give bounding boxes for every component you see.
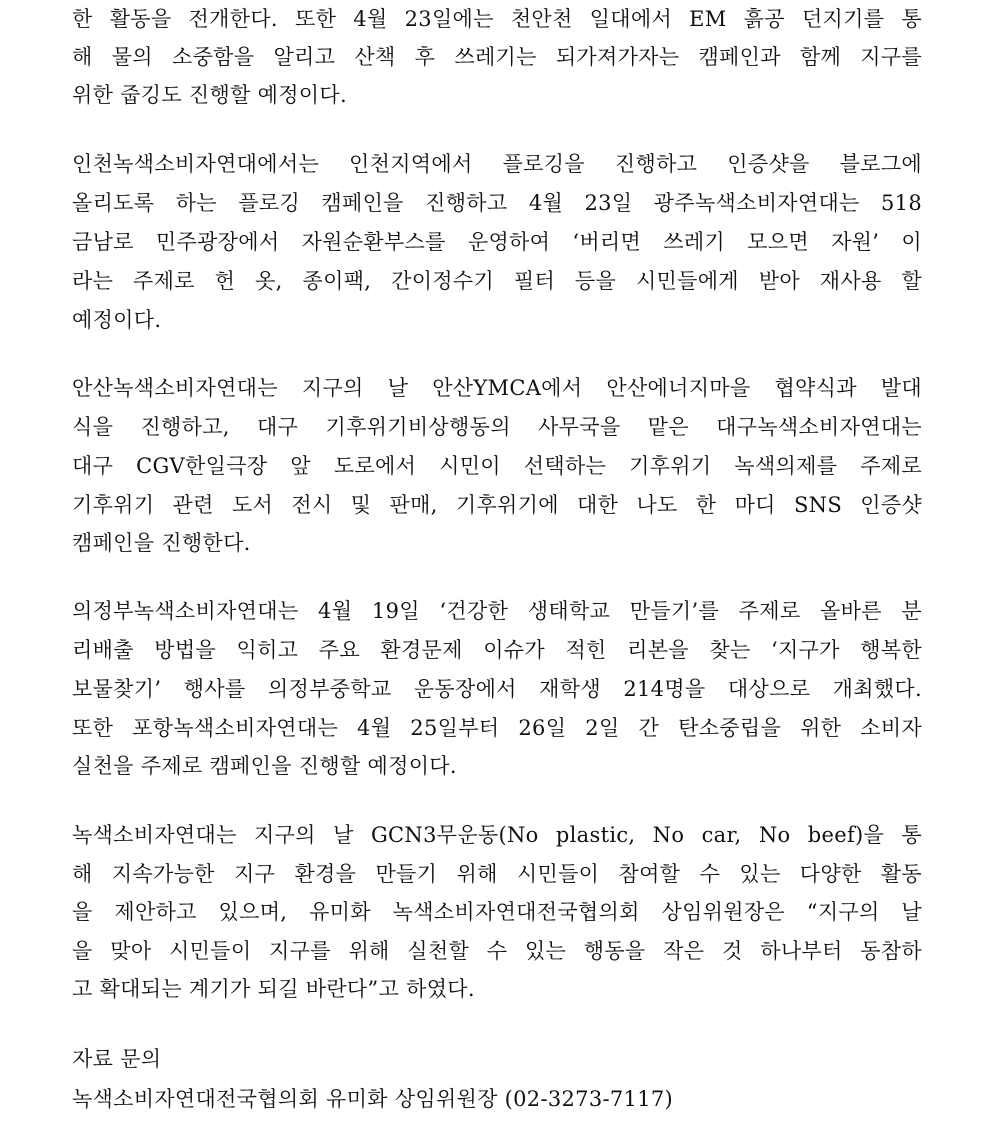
text-line: 녹색소비자연대는 지구의 날 GCN3무운동(No plastic, No car, No beef)을 통 <box>72 823 922 847</box>
text-line: 인천녹색소비자연대에서는 인천지역에서 플로깅을 진행하고 인증샷을 블로그에 <box>72 152 922 176</box>
text-line: 위한 줍깅도 진행할 예정이다. <box>72 83 347 107</box>
text-line: 안산녹색소비자연대는 지구의 날 안산YMCA에서 안산에너지마을 협약식과 발대 <box>72 376 922 400</box>
text-line: 리배출 방법을 익히고 주요 환경문제 이슈가 적힌 리본을 찾는 ‘지구가 행복한 <box>72 638 922 662</box>
text-line: 올리도록 하는 플로깅 캠페인을 진행하고 4월 23일 광주녹색소비자연대는 518 <box>72 191 922 215</box>
text-line: 금남로 민주광장에서 자원순환부스를 운영하여 ‘버리면 쓰레기 모으면 자원’ 이 <box>72 230 922 254</box>
text-line: 대구 CGV한일극장 앞 도로에서 시민이 선택하는 기후위기 녹색의제를 주제로 <box>72 454 922 478</box>
text-line: 실천을 주제로 캠페인을 진행할 예정이다. <box>72 754 457 778</box>
text-line: 또한 포항녹색소비자연대는 4월 25일부터 26일 2일 간 탄소중립을 위한 소비자 <box>72 716 922 740</box>
text-line: 라는 주제로 헌 옷, 종이팩, 간이정수기 필터 등을 시민들에게 받아 재사용 할 <box>72 269 922 293</box>
text-line: 식을 진행하고, 대구 기후위기비상행동의 사무국을 맡은 대구녹색소비자연대는 <box>72 415 922 439</box>
text-line: 을 제안하고 있으며, 유미화 녹색소비자연대전국협의회 상임위원장은 “지구의 날 <box>72 900 922 924</box>
text-line: 보물찾기’ 행사를 의정부중학교 운동장에서 재학생 214명을 대상으로 개최했다. <box>72 677 922 701</box>
text-line: 의정부녹색소비자연대는 4월 19일 ‘건강한 생태학교 만들기’를 주제로 올바른 분 <box>72 599 922 623</box>
text-line: 예정이다. <box>72 308 162 332</box>
text-line: 을 맞아 시민들이 지구를 위해 실천할 수 있는 행동을 작은 것 하나부터 동참하 <box>72 939 922 963</box>
text-line: 해 지속가능한 지구 환경을 만들기 위해 시민들이 참여할 수 있는 다양한 활동 <box>72 862 922 886</box>
contact-heading: 자료 문의 <box>72 1047 162 1071</box>
text-line: 캠페인을 진행한다. <box>72 531 251 555</box>
text-line: 고 확대되는 계기가 되길 바란다”고 하였다. <box>72 977 475 1001</box>
text-line: 한 활동을 전개한다. 또한 4월 23일에는 천안천 일대에서 EM 흙공 던지기를 통 <box>72 7 922 31</box>
contact-detail: 녹색소비자연대전국협의회 유미화 상임위원장 (02-3273-7117) <box>72 1087 674 1111</box>
text-line: 해 물의 소중함을 알리고 산책 후 쓰레기는 되가져가자는 캠페인과 함께 지구를 <box>72 45 922 69</box>
text-line: 기후위기 관련 도서 전시 및 판매, 기후위기에 대한 나도 한 마디 SNS 인증샷 <box>72 493 922 517</box>
